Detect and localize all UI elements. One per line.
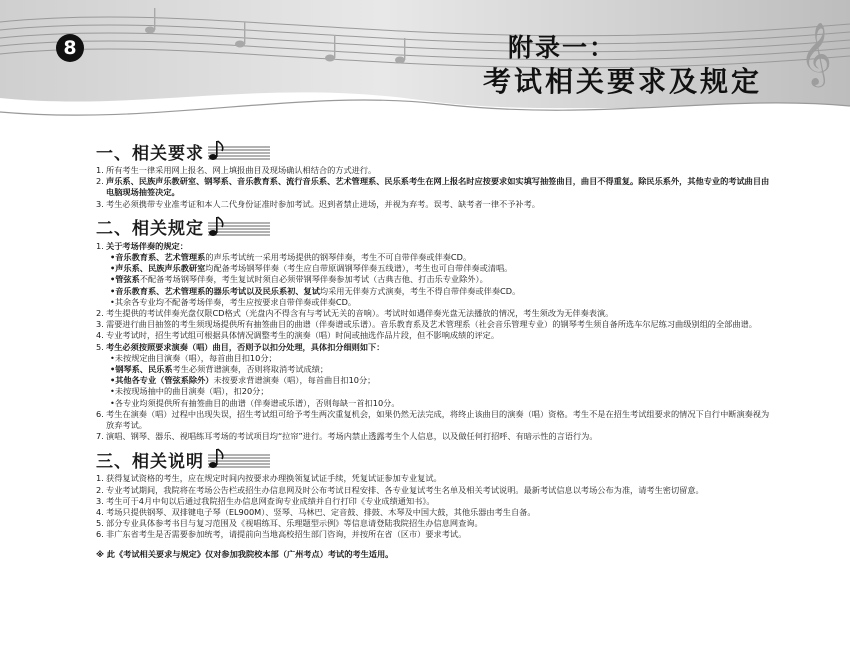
list-item: 3. 需要进行曲目抽签的考生须现场提供所有抽签曲目的曲谱（伴奏谱或乐谱）。音乐教育系及艺术管理系（社会音乐管理专业）的钢琴考生须自备所选车尔尼练习曲级别组的全部曲谱。: [96, 319, 757, 330]
list-item: 1. 所有考生一律采用网上报名、网上填报曲目及现场确认相结合的方式进行。: [96, 165, 377, 175]
music-note-staff-icon: [208, 140, 270, 162]
appendix-title: 考试相关要求及规定: [483, 65, 763, 98]
page-number-badge: 8: [56, 34, 84, 62]
list-item: 6. 非广东省考生是否需要参加统考，请提前向当地高校招生部门咨询，并按所在省（区市）要求考试。: [96, 529, 467, 540]
list-item: 3. 考生可于4月中旬以后通过我院招生办信息网查询专业成绩并自行打印《专业成绩通知书》。: [96, 495, 435, 506]
list-item: 1. 关于考场伴奏的规定：: [96, 240, 188, 251]
list-item: 5. 考生必须按照要求演奏（唱）曲目，否则予以扣分处理，具体扣分细则如下：: [96, 341, 385, 352]
music-note-staff-icon: [208, 448, 270, 470]
list-item: 5. 部分专业具体参考书目与复习范围及《视唱练耳、乐理题型示例》等信息请登陆我院招生办信息网查询。: [96, 518, 483, 529]
list-item: 7. 演唱、钢琴、器乐、视唱练耳考场的考试项目均“拉帘”进行。考场内禁止透露考生个人信息，以及做任何打招呼、有暗示性的言语行为。: [96, 431, 598, 442]
sub-item: •其他各专业（管弦系除外）未按要求背谱演奏（唱），每首曲目扣10分；: [110, 375, 376, 386]
section-header: [96, 448, 776, 470]
svg-text:𝄞: 𝄞: [800, 22, 832, 85]
section-header: [96, 216, 776, 238]
sub-item: •管弦系不配备考场钢琴伴奏，考生复试时须自必须带钢琴伴奏参加考试（古典吉他、打击乐专业除外）。: [110, 274, 488, 285]
footnote: ※ 此《考试相关要求与规定》仅对参加我院校本部（广州考点）考试的考生适用。: [96, 548, 394, 559]
list-item: 2. 声乐系、民族声乐教研室、钢琴系、音乐教育系、流行音乐系、艺术管理系、民乐系考生在网上报名时应按要求如实填写抽签曲目，曲目不得重复。除民乐系外，其他专业的考试曲目由电脑现场抽签决定。: [96, 176, 770, 198]
sub-item: •未按现场抽中的曲目演奏（唱），扣20分；: [110, 386, 269, 397]
list-item: 4. 专业考试时，招生考试组可根据具体情况调整考生的演奏（唱）时间或抽选作品片段，但不影响成绩的评定。: [96, 330, 500, 341]
list-item: 1. 获得复试资格的考生，应在规定时间内按要求办理换领复试证手续，凭复试证参加专业复试。: [96, 473, 442, 484]
list-item: 4. 考场只提供钢琴、双排键电子琴（EL900M）、竖琴、马林巴、定音鼓、排鼓、木琴及中国大鼓，其他乐器由考生自备。: [96, 507, 536, 518]
section-title: 一、相关要求: [96, 143, 204, 164]
list-item: 6. 考生在演奏（唱）过程中出现失误，招生考试组可给予考生两次重复机会，如果仍然无法完成，将终止该曲目的演奏（唱）资格。考生不是在招生考试组要求的情况下自行中断演奏视为放弃考试。: [96, 408, 770, 431]
list-item: 2. 专业考试期间，我院将在考场公告栏或招生办信息网及时公布考试日程安排、各专业复试考生名单及相关考试说明。最新考试信息以考场公布为准，请考生密切留意。: [96, 484, 704, 495]
sub-item: •音乐教育系、艺术管理系的器乐考试以及民乐系初、复试均采用无伴奏方式演奏，考生不得自带伴奏或伴奏CD。: [110, 285, 521, 296]
sub-item: •各专业均须提供所有抽签曲目的曲谱（伴奏谱或乐谱），否则每缺一首扣10分。: [110, 397, 400, 408]
sub-item: •声乐系、民族声乐教研室均配备考场钢琴伴奏（考生应自带原调钢琴伴奏五线谱），考生也可自带伴奏或清唱。: [110, 263, 513, 274]
sub-item: •未按规定曲目演奏（唱），每首曲目扣10分；: [110, 352, 277, 363]
section-header: [96, 140, 776, 162]
list-item: 2. 考生提供的考试伴奏光盘仅限CD格式（光盘内不得含有与考试无关的音响）。考试时如遇伴奏光盘无法播放的情况，考生须改为无伴奏表演。: [96, 308, 614, 319]
appendix-label: 附录一：: [508, 33, 617, 62]
sub-item: •音乐教育系、艺术管理系的声乐考试统一采用考场提供的钢琴伴奏，考生不可自带伴奏或伴奏CD。: [110, 252, 472, 263]
sub-item: •钢琴系、民乐系考生必须背谱演奏，否则将取消考试成绩；: [110, 364, 329, 375]
sub-item: •其余各专业均不配备考场伴奏，考生应按要求自带伴奏或伴奏CD。: [110, 296, 357, 307]
section-title: 三、相关说明: [96, 451, 204, 472]
main-content: [96, 134, 776, 560]
music-note-staff-icon: [208, 216, 270, 238]
list-item: 3. 考生必须携带专业准考证和本人二代身份证准时参加考试。迟到者禁止进场，并视为弃考。误考、缺考者一律不予补考。: [96, 198, 540, 209]
section-title: 二、相关规定: [96, 219, 204, 240]
